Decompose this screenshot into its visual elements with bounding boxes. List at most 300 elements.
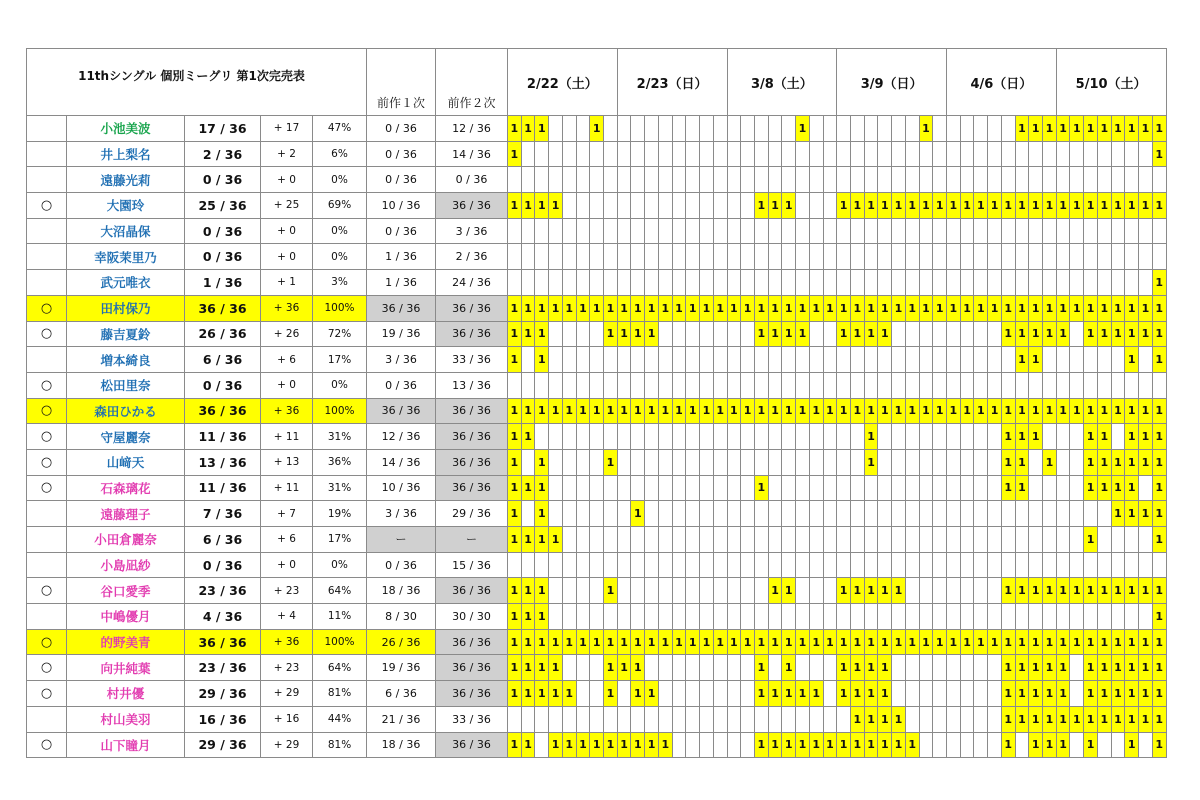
slot-cell	[727, 424, 741, 450]
slot-cell	[1001, 501, 1015, 527]
slot-cell	[1029, 527, 1043, 553]
sold-out-flag: 1	[894, 738, 903, 752]
slot-cell	[919, 347, 933, 373]
sold-out-flag: 1	[551, 686, 560, 700]
slot-cell	[1139, 578, 1153, 604]
slot-cell	[878, 552, 892, 578]
slot-cell	[1001, 372, 1015, 398]
sold-out-flag: 1	[757, 327, 766, 341]
sold-out-flag: 1	[1155, 712, 1163, 726]
sold-out-flag: 1	[1059, 686, 1067, 700]
sold-out-flag: 1	[716, 635, 724, 649]
sold-out-flag: 1	[620, 327, 628, 341]
slot-cell	[960, 424, 974, 450]
sold-out-flag: 1	[812, 301, 820, 315]
percent-value: 31%	[313, 475, 367, 501]
slot-cell	[1070, 604, 1084, 630]
slot-cell	[988, 501, 1002, 527]
slot-cell	[1070, 655, 1084, 681]
slot-cell	[1015, 449, 1029, 475]
slot-cell	[919, 501, 933, 527]
slot-cell	[1015, 398, 1029, 424]
slot-cell	[672, 578, 686, 604]
slot-cell	[576, 706, 590, 732]
slot-cell	[1070, 372, 1084, 398]
sold-out-flag: 1	[1045, 198, 1054, 212]
slot-cell	[905, 347, 919, 373]
sold-out-flag: 1	[757, 635, 766, 649]
sold-out-flag: 1	[880, 584, 889, 598]
slot-cell	[768, 244, 782, 270]
prev2-value: 15 / 36	[436, 552, 508, 578]
sold-out-flag: 1	[524, 686, 532, 700]
sold-out-flag: 1	[634, 686, 642, 700]
slot-cell	[1029, 347, 1043, 373]
sold-out-flag: 1	[634, 635, 642, 649]
prev2-value: 24 / 36	[436, 270, 508, 296]
sold-out-flag: 1	[1100, 430, 1109, 444]
slot-cell	[658, 706, 672, 732]
slot-cell	[947, 372, 961, 398]
slot-cell	[590, 604, 604, 630]
member-row	[27, 527, 1167, 553]
slot-cell	[864, 681, 878, 707]
sold-out-flag: 1	[1155, 198, 1163, 212]
slot-cell	[1001, 706, 1015, 732]
sold-out-flag: 1	[1114, 507, 1122, 521]
slot-cell	[631, 681, 645, 707]
sold-out-flag: 1	[537, 481, 546, 495]
sold-out-flag: 1	[839, 738, 848, 752]
slot-cell	[974, 475, 988, 501]
member-row	[27, 629, 1167, 655]
slot-cell	[741, 270, 755, 296]
slot-cell	[878, 167, 892, 193]
slot-cell	[521, 552, 535, 578]
slot-cell	[508, 167, 522, 193]
slot-cell	[590, 372, 604, 398]
sold-out-flag: 1	[1073, 198, 1081, 212]
slot-cell	[878, 295, 892, 321]
prev1-header: 前作１次	[367, 49, 436, 116]
slot-cell	[892, 424, 906, 450]
sold-out-flag: 1	[1045, 738, 1054, 752]
percent-value: 0%	[313, 244, 367, 270]
sold-count: 4 / 36	[185, 604, 261, 630]
slot-cell	[727, 116, 741, 142]
slot-cell	[974, 321, 988, 347]
sold-out-flag: 1	[935, 301, 944, 315]
slot-cell	[947, 347, 961, 373]
slot-cell	[686, 681, 700, 707]
slot-cell	[508, 424, 522, 450]
slot-cell	[1056, 141, 1070, 167]
slot-cell	[672, 218, 686, 244]
sold-out-flag: 1	[524, 584, 532, 598]
member-row	[27, 424, 1167, 450]
slot-cell	[837, 578, 851, 604]
slot-cell	[1084, 116, 1098, 142]
slot-cell	[892, 527, 906, 553]
slot-cell	[1015, 347, 1029, 373]
slot-cell	[549, 116, 563, 142]
sold-out-flag: 1	[894, 712, 903, 726]
slot-cell	[905, 244, 919, 270]
slot-cell	[850, 244, 864, 270]
slot-cell	[1070, 475, 1084, 501]
sold-out-flag: 1	[565, 404, 574, 418]
sold-out-flag: 1	[853, 327, 862, 341]
slot-cell	[727, 193, 741, 219]
slot-cell	[713, 629, 727, 655]
slot-cell	[1125, 681, 1139, 707]
sold-out-flag: 1	[579, 404, 587, 418]
slot-cell	[796, 116, 810, 142]
slot-cell	[549, 270, 563, 296]
sold-out-flag: 1	[688, 404, 697, 418]
sold-out-flag: 1	[1086, 532, 1095, 546]
slot-cell	[933, 321, 947, 347]
slot-cell	[768, 295, 782, 321]
diff-value: + 29	[261, 732, 313, 758]
slot-cell	[837, 398, 851, 424]
slot-cell	[535, 347, 549, 373]
sold-out-flag: 1	[963, 198, 971, 212]
slot-cell	[1056, 347, 1070, 373]
slot-cell	[837, 732, 851, 758]
sold-out-flag: 1	[510, 481, 519, 495]
slot-cell	[576, 449, 590, 475]
percent-value: 36%	[313, 449, 367, 475]
sold-out-flag: 1	[688, 301, 697, 315]
diff-value: + 11	[261, 475, 313, 501]
slot-cell	[727, 398, 741, 424]
slot-cell	[1043, 732, 1057, 758]
circle-mark	[27, 167, 67, 193]
sold-out-flag: 1	[1100, 712, 1109, 726]
slot-cell	[1056, 295, 1070, 321]
member-row	[27, 732, 1167, 758]
sold-out-flag: 1	[894, 584, 903, 598]
slot-cell	[713, 347, 727, 373]
slot-cell	[919, 449, 933, 475]
sold-out-flag: 1	[1045, 455, 1054, 469]
slot-cell	[768, 424, 782, 450]
slot-cell	[974, 193, 988, 219]
slot-cell	[1029, 193, 1043, 219]
sold-out-flag: 1	[537, 353, 546, 367]
slot-cell	[604, 167, 618, 193]
slot-cell	[1070, 501, 1084, 527]
diff-value: + 13	[261, 449, 313, 475]
slot-cell	[576, 244, 590, 270]
slot-cell	[576, 193, 590, 219]
sold-out-flag: 1	[606, 686, 615, 700]
slot-cell	[1056, 552, 1070, 578]
slot-cell	[809, 167, 823, 193]
slot-cell	[796, 604, 810, 630]
slot-cell	[850, 655, 864, 681]
sold-out-flag: 1	[647, 327, 656, 341]
slot-cell	[1043, 578, 1057, 604]
sold-out-flag: 1	[634, 661, 642, 675]
slot-cell	[809, 424, 823, 450]
slot-cell	[1139, 501, 1153, 527]
slot-cell	[892, 193, 906, 219]
slot-cell	[933, 193, 947, 219]
sold-out-flag: 1	[1141, 198, 1150, 212]
slot-cell	[631, 604, 645, 630]
slot-cell	[1070, 167, 1084, 193]
slot-cell	[796, 295, 810, 321]
sold-out-flag: 1	[592, 121, 601, 135]
sold-out-flag: 1	[1155, 738, 1163, 752]
diff-value: + 36	[261, 295, 313, 321]
slot-cell	[947, 141, 961, 167]
slot-cell	[947, 398, 961, 424]
sold-out-flag: 1	[620, 301, 628, 315]
slot-cell	[850, 270, 864, 296]
member-name: 武元唯衣	[67, 270, 185, 296]
slot-cell	[988, 449, 1002, 475]
sold-out-flag: 1	[1127, 738, 1136, 752]
slot-cell	[741, 578, 755, 604]
slot-cell	[878, 270, 892, 296]
slot-cell	[919, 424, 933, 450]
slot-cell	[892, 321, 906, 347]
slot-cell	[672, 732, 686, 758]
slot-cell	[905, 552, 919, 578]
slot-cell	[947, 655, 961, 681]
slot-cell	[974, 552, 988, 578]
slot-cell	[1015, 655, 1029, 681]
slot-cell	[782, 604, 796, 630]
slot-cell	[645, 629, 659, 655]
date-header: 4/6（日）	[947, 49, 1057, 116]
slot-cell	[933, 552, 947, 578]
slot-cell	[1139, 655, 1153, 681]
prev1-value: 3 / 36	[367, 347, 436, 373]
sold-out-flag: 1	[634, 507, 642, 521]
sold-out-flag: 1	[1141, 686, 1150, 700]
slot-cell	[1001, 167, 1015, 193]
slot-cell	[754, 141, 768, 167]
slot-cell	[947, 193, 961, 219]
slot-cell	[905, 578, 919, 604]
slot-cell	[1015, 116, 1029, 142]
slot-cell	[672, 244, 686, 270]
slot-cell	[1097, 116, 1111, 142]
sold-out-flag: 1	[592, 404, 601, 418]
slot-cell	[1056, 270, 1070, 296]
slot-cell	[535, 449, 549, 475]
sold-out-flag: 1	[510, 532, 519, 546]
slot-cell	[521, 372, 535, 398]
slot-cell	[796, 475, 810, 501]
slot-cell	[658, 167, 672, 193]
slot-cell	[1070, 527, 1084, 553]
slot-cell	[1125, 629, 1139, 655]
slot-cell	[1029, 141, 1043, 167]
slot-cell	[604, 681, 618, 707]
slot-cell	[974, 295, 988, 321]
slot-cell	[617, 193, 631, 219]
slot-cell	[727, 706, 741, 732]
sold-out-flag: 1	[1086, 712, 1095, 726]
member-name: 村山美羽	[67, 706, 185, 732]
slot-cell	[1084, 372, 1098, 398]
slot-cell	[549, 347, 563, 373]
slot-cell	[700, 372, 714, 398]
sold-out-flag: 1	[798, 635, 807, 649]
slot-cell	[727, 732, 741, 758]
slot-cell	[686, 629, 700, 655]
slot-cell	[1111, 681, 1125, 707]
circle-mark	[27, 604, 67, 630]
sold-out-flag: 1	[880, 635, 889, 649]
slot-cell	[919, 578, 933, 604]
slot-cell	[1139, 629, 1153, 655]
member-name: 遠藤理子	[67, 501, 185, 527]
slot-cell	[741, 475, 755, 501]
slot-cell	[700, 706, 714, 732]
sold-out-flag: 1	[853, 635, 862, 649]
member-row	[27, 321, 1167, 347]
sold-out-flag: 1	[1059, 584, 1067, 598]
sold-out-flag: 1	[1114, 686, 1122, 700]
slot-cell	[1001, 347, 1015, 373]
slot-cell	[1029, 116, 1043, 142]
sold-out-flag: 1	[1086, 661, 1095, 675]
prev2-value: 29 / 36	[436, 501, 508, 527]
slot-cell	[768, 655, 782, 681]
slot-cell	[604, 501, 618, 527]
sold-count: 29 / 36	[185, 732, 261, 758]
sold-out-flag: 1	[592, 635, 601, 649]
slot-cell	[549, 449, 563, 475]
sold-count: 16 / 36	[185, 706, 261, 732]
slot-cell	[631, 218, 645, 244]
slot-cell	[905, 604, 919, 630]
slot-cell	[850, 193, 864, 219]
slot-cell	[1056, 475, 1070, 501]
slot-cell	[631, 398, 645, 424]
sold-out-flag: 1	[1086, 584, 1095, 598]
sold-out-flag: 1	[1004, 584, 1013, 598]
slot-cell	[631, 244, 645, 270]
slot-cell	[878, 141, 892, 167]
sold-out-flag: 1	[839, 584, 848, 598]
slot-cell	[1152, 475, 1166, 501]
sold-count: 13 / 36	[185, 449, 261, 475]
sold-out-flag: 1	[537, 121, 546, 135]
slot-cell	[1111, 578, 1125, 604]
sold-out-flag: 1	[1004, 661, 1013, 675]
slot-cell	[1029, 295, 1043, 321]
slot-cell	[796, 629, 810, 655]
slot-cell	[1043, 398, 1057, 424]
sold-out-flag: 1	[1114, 481, 1122, 495]
slot-cell	[1152, 681, 1166, 707]
sold-out-flag: 1	[1059, 121, 1067, 135]
slot-cell	[892, 629, 906, 655]
slot-cell	[1070, 681, 1084, 707]
sold-out-flag: 1	[784, 198, 793, 212]
slot-cell	[1029, 218, 1043, 244]
slot-cell	[878, 347, 892, 373]
slot-cell	[686, 218, 700, 244]
slot-cell	[562, 732, 576, 758]
sold-out-flag: 1	[894, 635, 903, 649]
slot-cell	[1001, 655, 1015, 681]
sold-out-flag: 1	[1045, 327, 1054, 341]
slot-cell	[604, 552, 618, 578]
slot-cell	[1043, 475, 1057, 501]
slot-cell	[1152, 244, 1166, 270]
slot-cell	[686, 193, 700, 219]
slot-cell	[768, 604, 782, 630]
slot-cell	[576, 270, 590, 296]
sold-out-flag: 1	[1086, 635, 1095, 649]
sold-out-flag: 1	[839, 661, 848, 675]
slot-cell	[645, 706, 659, 732]
prev1-value: 19 / 36	[367, 655, 436, 681]
member-name: 藤吉夏鈴	[67, 321, 185, 347]
sold-out-flag: 1	[771, 686, 779, 700]
slot-cell	[796, 141, 810, 167]
slot-cell	[782, 116, 796, 142]
slot-cell	[562, 141, 576, 167]
member-name: 小池美波	[67, 116, 185, 142]
slot-cell	[535, 681, 549, 707]
slot-cell	[809, 244, 823, 270]
slot-cell	[796, 681, 810, 707]
slot-cell	[727, 552, 741, 578]
sold-out-flag: 1	[1004, 635, 1013, 649]
sold-out-flag: 1	[1127, 661, 1136, 675]
slot-cell	[590, 655, 604, 681]
slot-cell	[960, 270, 974, 296]
slot-cell	[974, 347, 988, 373]
slot-cell	[686, 449, 700, 475]
slot-cell	[905, 218, 919, 244]
sold-out-flag: 1	[1086, 121, 1095, 135]
slot-cell	[892, 732, 906, 758]
slot-cell	[1097, 578, 1111, 604]
slot-cell	[919, 629, 933, 655]
slot-cell	[508, 193, 522, 219]
sold-out-flag: 1	[1127, 507, 1136, 521]
slot-cell	[947, 270, 961, 296]
slot-cell	[1056, 116, 1070, 142]
sold-out-flag: 1	[784, 584, 793, 598]
percent-value: 0%	[313, 552, 367, 578]
slot-cell	[645, 321, 659, 347]
date-header: 2/23（日）	[617, 49, 727, 116]
sold-out-flag: 1	[1004, 738, 1013, 752]
slot-cell	[741, 449, 755, 475]
slot-cell	[974, 398, 988, 424]
slot-cell	[658, 681, 672, 707]
circle-mark: ○	[27, 629, 67, 655]
circle-mark: ○	[27, 732, 67, 758]
slot-cell	[521, 141, 535, 167]
slot-cell	[1029, 501, 1043, 527]
slot-cell	[576, 604, 590, 630]
slot-cell	[658, 552, 672, 578]
slot-cell	[604, 193, 618, 219]
slot-cell	[823, 449, 837, 475]
